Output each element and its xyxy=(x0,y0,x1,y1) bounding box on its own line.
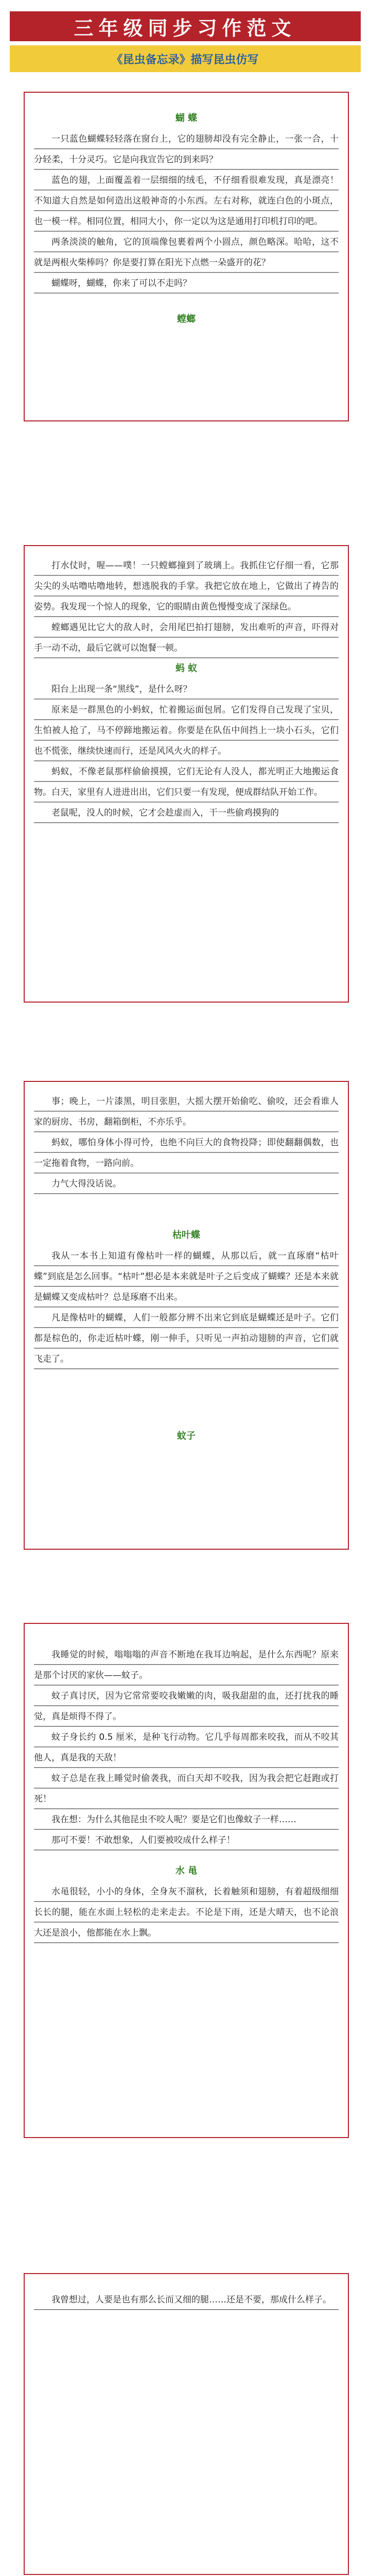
paragraph: 我在想：为什么其他昆虫不咬人呢？要是它们也像蚊子一样…… xyxy=(34,1809,339,1830)
paragraph: 凡是像枯叶的蝴蝶，人们一般都分辨不出来它到底是蝴蝶还是叶子。它们都是棕色的，你走近枯叶蝶，刚一伸手，只听见一声拍动翅膀的声音，它们就飞走了。 xyxy=(34,1308,339,1369)
paragraph: 原来是一群黑色的小蚂蚁，忙着搬运面包屑。它们发得自己发现了宝贝，生怕被人抢了，马不停蹄地搬运着。你要是在队伍中间挡上一块小石头，它们也不慌张，继续快速而行，还是风风火火的样子。 xyxy=(34,700,339,761)
paragraph: 两条淡淡的触角，它的顶端像包裹着两个小圆点，颜色略深。哈哈，这不就是两根火柴棒吗？你是要打算在阳光下点燃一朵盛开的花？ xyxy=(34,232,339,273)
essay-card-2 xyxy=(24,545,349,1003)
section-heading-dead-leaf-butterfly: 枯叶蝶 xyxy=(172,1230,200,1241)
section-heading-mosquito: 蚊子 xyxy=(177,1431,196,1442)
paragraph: 蚊子真讨厌，因为它常常要咬我嫩嫩的肉，吸我甜甜的血，还打扰我的睡觉，真是烦得不得了。 xyxy=(34,1686,339,1727)
paragraph: 蓝色的翅，上面覆盖着一层细细的绒毛，不仔细看很难发现，真是漂亮！不知道大自然是如何造出这般神奇的小东西。左右对称，就连白色的小斑点，也一模一样。相同位置，相同大小，你一定以为这是通用打印机打印的吧。 xyxy=(34,170,339,232)
paragraph: 老鼠呢，没人的时候，它才会趁虚而入，干一些偷鸡摸狗的 xyxy=(34,803,339,823)
page-title: 三年级同步习作范文 xyxy=(10,11,361,41)
paragraph: 我睡觉的时候，嗡嗡嗡的声音不断地在我耳边响起，是什么东西呢？原来是那个讨厌的家伙——蚊子。 xyxy=(34,1645,339,1686)
paragraph: 蚂蚁，哪怕身体小得可怜，也绝不向巨大的食物投降；即使翻翻偶数，也一定拖着食物，一路向前。 xyxy=(34,1132,339,1174)
paragraph: 蝴蝶呀，蝴蝶，你来了可以不走吗？ xyxy=(34,273,339,294)
paragraph: 力气大得没话说。 xyxy=(34,1174,339,1194)
paragraph: 打水仗时，喔——噗！一只螳螂撞到了玻璃上。我抓住它仔细一看，它那尖尖的头咕噜咕噜地转，想逃脱我的手掌。我把它放在地上，它做出了祷告的姿势。我发现一个惊人的现象，它的眼睛由黄色慢慢变成了深绿色。 xyxy=(34,555,339,617)
paragraph: 那可不要！不敢想象，人们要被咬成什么样子！ xyxy=(34,1830,339,1851)
paragraph: 水黾很轻，小小的身体，全身灰不溜秋，长着触须和翅膀，有着超级细细长长的腿，能在水面上轻松的走来走去。不论是下雨，还是大晴天，也不论浪大还是浪小，他都能在水上飘。 xyxy=(34,1882,339,1943)
section-heading-ant: 蚂 蚁 xyxy=(175,663,198,674)
section-heading-butterfly: 蝴 蝶 xyxy=(175,113,198,124)
paragraph: 蚂蚁，不像老鼠那样偷偷摸摸，它们无论有人没人，都光明正大地搬运食物。白天，家里有人进进出出，它们只要一有发现，便成群结队开始工作。 xyxy=(34,761,339,803)
section-heading-water-strider: 水 黾 xyxy=(175,1866,198,1876)
paragraph: 阳台上出现一条“黑线”，是什么呀？ xyxy=(34,679,339,700)
paragraph: 一只蓝色蝴蝶轻轻落在窗台上，它的翅膀却没有完全静止，一张一合，十分轻柔，十分灵巧。它是向我宣告它的到来吗？ xyxy=(34,129,339,170)
paragraph: 我曾想过，人要是也有那么长而又细的腿……还是不要，那成什么样子。 xyxy=(34,2290,339,2310)
paragraph: 蚊子身长约 0.5 厘米，是种飞行动物。它几乎每周都来咬我，而从不咬其他人，真是我的天敌！ xyxy=(34,1727,339,1768)
paragraph: 我从一本书上知道有像枯叶一样的蝴蝶，从那以后，就一直琢磨“枯叶蝶”到底是怎么回事。“枯叶”想必是本来就是叶子之后变成了蝴蝶？还是本来就是蝴蝶又变成枯叶？总是琢磨不出来。 xyxy=(34,1246,339,1308)
paragraph: 事；晚上，一片漆黑，明目张胆，大摇大摆开始偷吃、偷咬，还会看谁人家的厨房、书房，翻箱倒柜，不亦乐乎。 xyxy=(34,1091,339,1132)
paragraph: 螳螂遇见比它大的敌人时，会用尾巴拍打翅膀，发出难听的声音，吓得对手一动不动，最后它就可以饱餐一顿。 xyxy=(34,617,339,658)
section-heading-mantis: 螳螂 xyxy=(177,314,196,325)
essay-card-3 xyxy=(24,1081,349,1550)
page-subtitle: 《昆虫备忘录》描写昆虫仿写 xyxy=(10,45,361,72)
essay-card-4 xyxy=(24,1623,349,2138)
essay-card-1 xyxy=(24,92,349,421)
paragraph: 蚊子总是在我上睡觉时偷袭我，而白天却不咬我，因为我会把它赶跑或打死！ xyxy=(34,1768,339,1809)
page-header xyxy=(0,0,370,76)
essay-card-5 xyxy=(24,2273,349,2575)
